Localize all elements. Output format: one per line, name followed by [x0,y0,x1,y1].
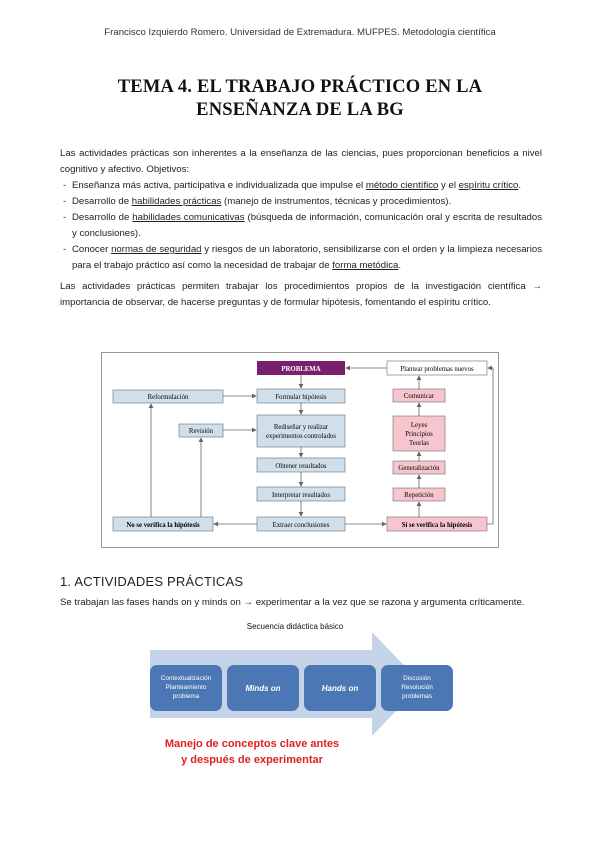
step-1-line-3: problema [172,693,200,700]
leyes-label-3: Teorías [409,440,429,447]
objective-item: - Enseñanza más activa, participativa e individualizada que impulse el método científico y el espíritu crítico. [60,178,542,194]
generalizacion-label: Generalización [398,465,440,472]
problema-label: PROBLEMA [281,366,321,373]
reformulacion-label: Reformulación [147,394,189,401]
comunicar-label: Comunicar [403,393,435,400]
page-header: Francisco Izquierdo Romero. Universidad de Extremadura. MUFPES. Metodología científica [104,27,496,38]
step-1-line-2: Planteamiento [165,684,207,691]
formular-label: Formular hipótesis [275,394,327,401]
sequence-title: Secuencia didáctica básico [246,622,344,631]
section-heading: 1. ACTIVIDADES PRÁCTICAS [60,574,244,589]
step-2-label: Minds on [245,684,281,693]
title-line-2: ENSEÑANZA DE LA BG [196,100,404,120]
page-title [0,76,600,122]
repeticion-label: Repetición [404,492,434,499]
title-line-1: TEMA 4. EL TRABAJO PRÁCTICO EN LA [117,77,483,97]
redisenar-label-2: experimentos controlados [265,433,337,440]
hands-minds-paragraph: Se trabajan las fases hands on y minds on → experimentar a la vez que se razona y argumenta críticamente. [60,597,525,608]
obtener-label: Obtener resultados [275,463,327,470]
procedures-paragraph: Las actividades prácticas permiten trabajar los procedimientos propios de la investigación científica → importancia de observar, de hacerse preguntas y de formular hipótesis, fomentando el espíritu crítico. [60,281,542,308]
objective-item: - Desarrollo de habilidades comunicativas (búsqueda de información, comunicación oral y escrita de resultados y conclusiones). [60,210,542,242]
step-4-line-2: Resolución [401,684,433,691]
step-3-label: Hands on [321,684,359,693]
extraer-label: Extraer conclusiones [272,522,330,529]
step-1-line-1: Contextualización [160,675,212,682]
no-verifica-label: No se verifica la hipótesis [126,522,200,529]
revision-label: Revisión [188,428,214,435]
leyes-label-1: Leyes [410,422,428,429]
intro-block [60,146,542,311]
interpretar-label: Interpretar resultados [272,492,330,499]
scientific-method-flowchart [101,352,499,548]
caption-line-2: y después de experimentar [181,754,323,766]
step-4-line-3: problemas [402,693,432,700]
redisenar-box [257,415,345,447]
objective-item: - Conocer normas de seguridad y riesgos de un laboratorio, sensibilizarse con el orden y la limpieza necesarios para el trabajo práctico así como la necesidad de trabajar de forma metódica. [60,242,542,274]
didactic-sequence-diagram [150,620,456,772]
objective-item: - Desarrollo de habilidades prácticas (manejo de instrumentos, técnicas y procedimientos). [60,194,542,210]
caption-line-1: Manejo de conceptos clave antes [164,738,340,750]
redisenar-label-1: Rediseñar y realizar [273,424,329,431]
si-verifica-label: Sí se verifica la hipótesis [401,522,473,529]
step-4-line-1: Discusión [403,675,431,682]
leyes-label-2: Principios [405,431,433,438]
plantear-label: Plantear problemas nuevos [400,366,474,373]
objectives-list [60,178,542,274]
intro-paragraph: Las actividades prácticas son inherentes a la enseñanza de las ciencias, pues proporcionan beneficios a nivel cognitivo y afectivo. Objetivos: [60,148,542,175]
